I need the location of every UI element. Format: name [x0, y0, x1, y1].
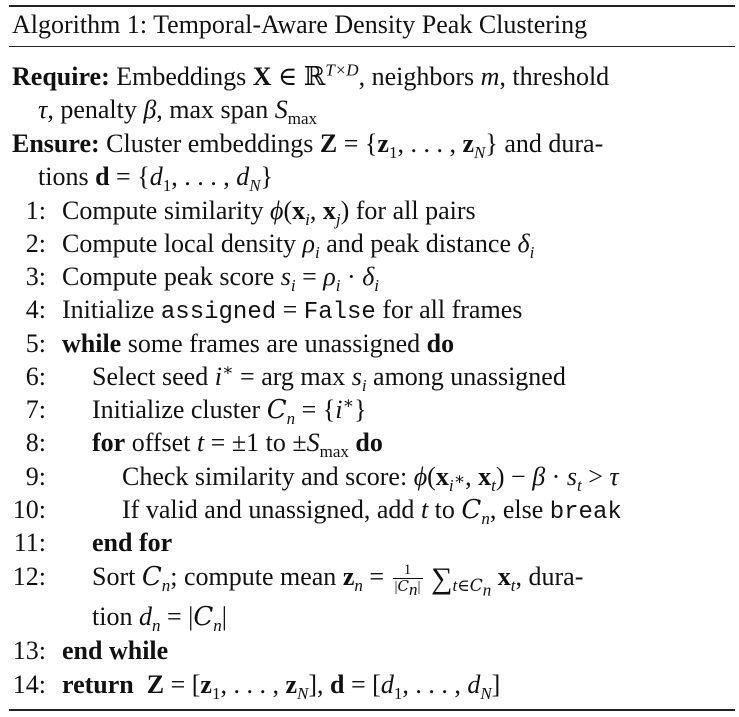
break-token: break	[549, 499, 622, 526]
require-keyword: Require:	[12, 62, 110, 91]
algorithm-title: Algorithm 1: Temporal-Aware Density Peak Clustering	[12, 10, 588, 39]
fraction: $\frac{1}{|C_n|}$	[394, 562, 421, 600]
header-rule	[9, 46, 735, 47]
top-rule	[9, 5, 735, 7]
assigned-token: assigned	[160, 299, 277, 326]
ensure-keyword: Ensure:	[12, 129, 100, 158]
false-token: False	[303, 299, 376, 326]
bottom-rule	[9, 709, 735, 711]
